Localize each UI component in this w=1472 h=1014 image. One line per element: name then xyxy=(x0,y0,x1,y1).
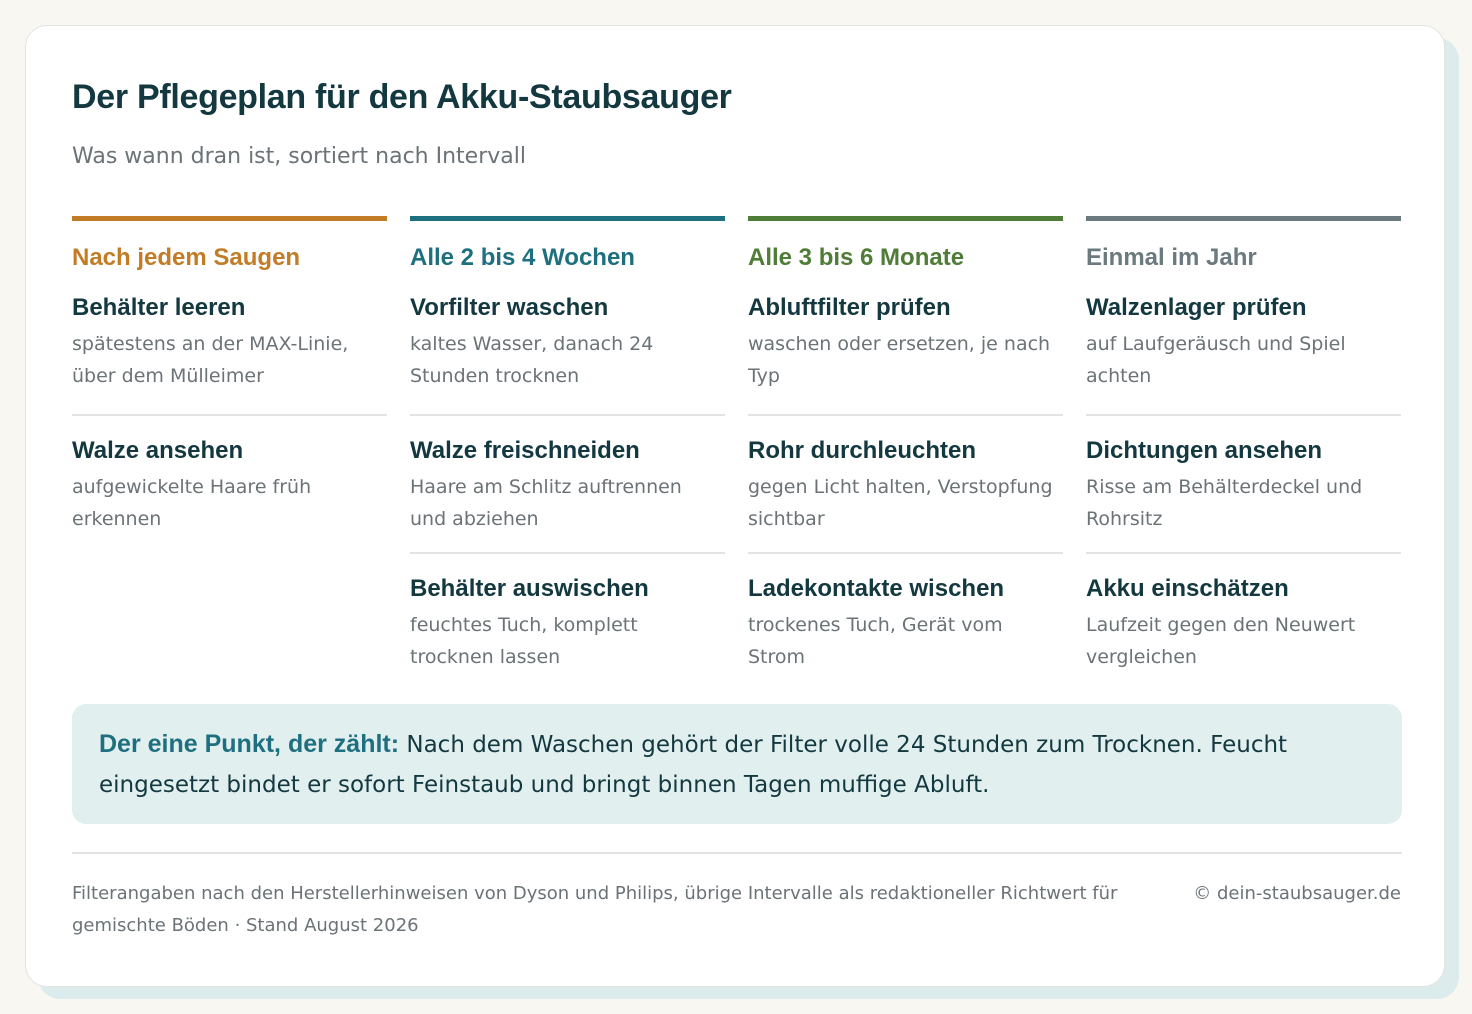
task-item xyxy=(748,416,1063,554)
care-plan-card xyxy=(25,25,1445,987)
task-item xyxy=(72,416,387,554)
task-title: Walzenlager prüfen xyxy=(1086,294,1307,321)
task-title: Abluftfilter prüfen xyxy=(748,294,951,321)
copyright-link[interactable]: © dein-staubsauger.de xyxy=(1193,883,1401,904)
task-item xyxy=(1086,554,1401,692)
column-heading: Einmal im Jahr xyxy=(1086,244,1257,271)
column-heading: Alle 3 bis 6 Monate xyxy=(748,244,965,271)
task-description: Haare am Schlitz auftrennen und abziehen xyxy=(410,476,682,530)
task-description: auf Laufgeräusch und Spiel achten xyxy=(1086,333,1346,387)
task-title: Behälter auswischen xyxy=(410,575,649,602)
task-item xyxy=(410,416,725,554)
column-every-2-4-weeks xyxy=(410,216,725,692)
task-item xyxy=(410,554,725,692)
task-description: Laufzeit gegen den Neuwert vergleichen xyxy=(1086,614,1356,668)
task-description: feuchtes Tuch, komplett trocknen lassen xyxy=(410,614,638,668)
callout-text: Nach dem Waschen gehört der Filter volle 24 Stunden zum Trocknen. Feucht eingesetzt bindet er sofort Feinstaub und bringt binnen Tagen muffige Abluft. xyxy=(99,732,1288,798)
column-heading: Nach jedem Saugen xyxy=(72,244,301,271)
footer-divider xyxy=(72,852,1402,854)
column-once-a-year xyxy=(1086,216,1401,692)
task-title: Akku einschätzen xyxy=(1086,575,1289,602)
page-subtitle: Was wann dran ist, sortiert nach Intervall xyxy=(72,144,526,169)
callout-label: Der eine Punkt, der zählt: xyxy=(99,730,400,758)
task-title: Dichtungen ansehen xyxy=(1086,437,1323,464)
page-title: Der Pflegeplan für den Akku-Staubsauger xyxy=(72,78,732,116)
task-title: Walze ansehen xyxy=(72,437,244,464)
column-heading: Alle 2 bis 4 Wochen xyxy=(410,244,635,271)
task-item xyxy=(1086,275,1401,416)
task-description: kaltes Wasser, danach 24 Stunden trocknen xyxy=(410,333,654,387)
task-title: Rohr durchleuchten xyxy=(748,437,977,464)
task-item xyxy=(748,554,1063,692)
task-title: Behälter leeren xyxy=(72,294,246,321)
task-description: spätestens an der MAX-Linie, über dem Mülleimer xyxy=(72,333,349,387)
task-item xyxy=(748,275,1063,416)
interval-columns xyxy=(72,216,1402,686)
task-description: gegen Licht halten, Verstopfung sichtbar xyxy=(748,476,1053,530)
task-title: Vorfilter waschen xyxy=(410,294,609,321)
task-title: Walze freischneiden xyxy=(410,437,640,464)
key-point-callout xyxy=(72,704,1402,824)
source-note: Filterangaben nach den Herstellerhinweisen von Dyson und Philips, übrige Intervalle als redaktioneller Richtwert für gemischte Böden · Stand August 2026 xyxy=(72,883,1118,936)
task-description: aufgewickelte Haare früh erkennen xyxy=(72,476,312,530)
task-description: waschen oder ersetzen, je nach Typ xyxy=(748,333,1051,387)
column-after-each-use xyxy=(72,216,387,554)
column-every-3-6-months xyxy=(748,216,1063,692)
task-item xyxy=(410,275,725,416)
task-item xyxy=(72,275,387,416)
task-item xyxy=(1086,416,1401,554)
task-description: Risse am Behälterdeckel und Rohrsitz xyxy=(1086,476,1363,530)
task-title: Ladekontakte wischen xyxy=(748,575,1005,602)
task-description: trockenes Tuch, Gerät vom Strom xyxy=(748,614,1003,668)
